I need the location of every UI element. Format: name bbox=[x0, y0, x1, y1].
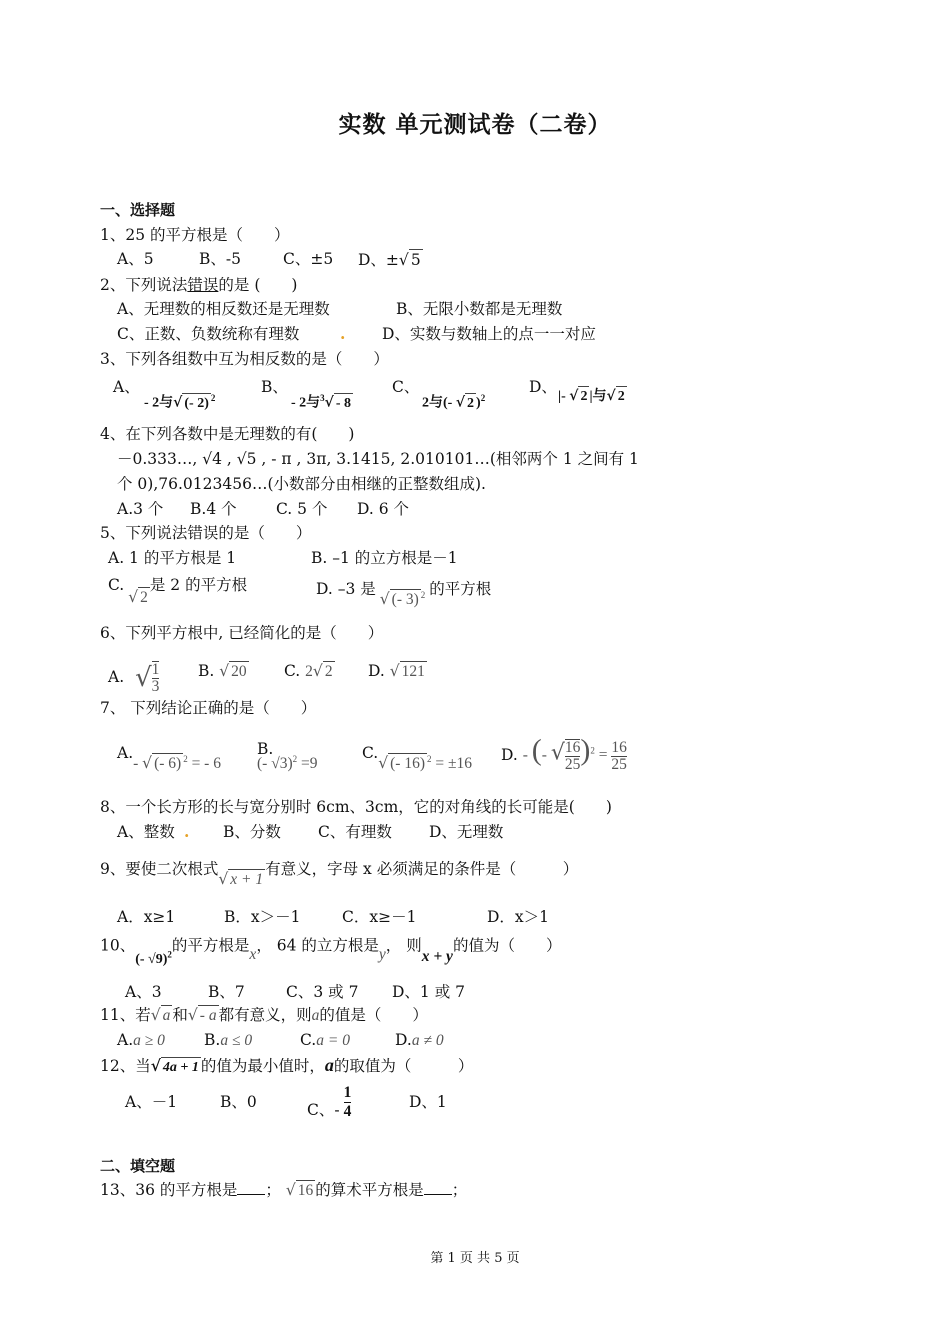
q10-option-c: C、3 或 7 bbox=[286, 983, 359, 1001]
q2-option-c: C、正数、负数统称有理数 bbox=[117, 325, 300, 343]
q9-option-d: D．x＞1 bbox=[487, 908, 550, 926]
q12-option-a: A、－1 bbox=[125, 1093, 178, 1111]
q3-stem: 3、下列各组数中互为相反数的是（ ） bbox=[100, 350, 389, 368]
page-title: 实数 单元测试卷（二卷） bbox=[338, 112, 612, 138]
q5-option-d: D. –3 是√ (- 3) $^2$ 的平方根 bbox=[316, 580, 492, 609]
q11-option-c: C.a = 0 bbox=[300, 1031, 350, 1049]
q13-blank-2[interactable] bbox=[424, 1180, 452, 1195]
q6-option-d: D. √ 121 bbox=[368, 662, 425, 680]
q7-stem: 7、 下列结论正确的是（ ） bbox=[100, 699, 317, 717]
q6-stem: 6、下列平方根中, 已经简化的是（ ） bbox=[100, 624, 384, 642]
q1-option-a: A、5 bbox=[117, 250, 154, 268]
q12-option-d: D、1 bbox=[409, 1093, 447, 1111]
q4-option-a: A.3 个 bbox=[117, 500, 164, 518]
q8-stem: 8、一个长方形的长与宽分别时 6cm、3cm，它的对角线的长可能是( ) bbox=[100, 798, 612, 816]
q6-option-a: A. √ $\frac{1}{3}$ bbox=[108, 661, 160, 695]
q4-line2: 个 0),76.0123456…(小数部分由相继的正整数组成). bbox=[117, 475, 486, 493]
q8-option-a: A、整数 bbox=[117, 823, 175, 841]
decorative-dot: . bbox=[184, 822, 190, 841]
q1-option-c: C、±5 bbox=[283, 250, 334, 268]
q3-option-d-expr: |- √ 2 |与√ 2 bbox=[558, 386, 627, 407]
q2-option-b: B、无限小数都是无理数 bbox=[396, 300, 563, 318]
decorative-dot: . bbox=[340, 324, 346, 343]
q4-option-d: D. 6 个 bbox=[357, 500, 410, 518]
q3-option-c-expr: 2与(- √ 2 )$^2$ bbox=[422, 388, 485, 414]
q8-option-d: D、无理数 bbox=[429, 823, 504, 841]
q1-option-b: B、-5 bbox=[199, 250, 241, 268]
q10-option-b: B、7 bbox=[208, 983, 245, 1001]
q4-option-b: B.4 个 bbox=[190, 500, 237, 518]
q3-option-b-expr: - 2与$^3$√ - 8 bbox=[291, 388, 353, 414]
q10-option-a: A、3 bbox=[125, 983, 162, 1001]
q13-blank-1[interactable] bbox=[237, 1180, 265, 1195]
q5-stem: 5、下列说法错误的是（ ） bbox=[100, 524, 312, 542]
q11-option-b: B.a ≤ 0 bbox=[204, 1031, 253, 1049]
q9-option-c: C．x≥－1 bbox=[342, 908, 417, 926]
q7-option-c: C.√ (- 16) $^2$ = ±16 bbox=[362, 744, 472, 773]
q8-option-c: C、有理数 bbox=[318, 823, 392, 841]
page-footer: 第 1 页 共 5 页 bbox=[430, 1251, 520, 1266]
q7-option-d: D. - (- √ $\frac{16}{25}$ )$^2$ = $\frac{16}{25}$ bbox=[501, 733, 627, 773]
q11-option-a: A.a ≥ 0 bbox=[117, 1031, 165, 1049]
q12-option-c: C、- $\frac{1}{4}$ bbox=[307, 1084, 352, 1120]
q5-option-a: A. 1 的平方根是 1 bbox=[108, 549, 237, 567]
q9-stem: 9、要使二次根式√ x + 1有意义，字母 x 必须满足的条件是（ ） bbox=[100, 860, 579, 888]
q3-option-c-label: C、 bbox=[392, 378, 420, 396]
q3-option-a-expr: - 2与√ (- 2) $^2$ bbox=[144, 388, 215, 414]
q6-option-c: C. 2√ 2 bbox=[284, 662, 333, 680]
q1-stem: 1、25 的平方根是（ ） bbox=[100, 226, 290, 244]
q5-option-b: B. –1 的立方根是－1 bbox=[311, 549, 458, 567]
q5-option-c: C.√ 2是 2 的平方根 bbox=[108, 576, 248, 606]
q11-option-d: D.a ≠ 0 bbox=[395, 1031, 444, 1049]
q3-option-d-label: D、 bbox=[529, 378, 557, 396]
section-choice-heading: 一、选择题 bbox=[100, 201, 176, 219]
section-fill-heading: 二、填空题 bbox=[100, 1157, 176, 1175]
q2-option-a: A、无理数的相反数还是无理数 bbox=[117, 300, 330, 318]
q9-option-b: B．x＞－1 bbox=[224, 908, 301, 926]
q2-stem: 2、下列说法错误的是 ( ) bbox=[100, 276, 298, 294]
q8-option-b: B、分数 bbox=[223, 823, 281, 841]
q4-option-c: C. 5 个 bbox=[276, 500, 328, 518]
q12-option-b: B、0 bbox=[220, 1093, 257, 1111]
q4-stem: 4、在下列各数中是无理数的有( ) bbox=[100, 425, 355, 443]
q1-option-d: D、±√ 5 bbox=[358, 251, 421, 269]
q13-stem: 13、36 的平方根是 ； √ 16 的算术平方根是 ； bbox=[100, 1181, 468, 1199]
q10-stem: 10、(- √9)$^2$的平方根是x， 64 的立方根是y， 则x + y的值为（ ） bbox=[100, 936, 562, 967]
q2-option-d: D、实数与数轴上的点一一对应 bbox=[382, 325, 596, 343]
q3-option-a-label: A、 bbox=[113, 378, 140, 396]
q10-option-d: D、1 或 7 bbox=[392, 983, 466, 1001]
q12-stem: 12、当√ 4a + 1 的值为最小值时，a的取值为（ ） bbox=[100, 1055, 473, 1078]
q4-line1: －0.333…, √4 , √5 , - π , 3π, 3.1415, 2.010101…(相邻两个 1 之间有 1 bbox=[117, 450, 639, 468]
q3-option-b-label: B、 bbox=[261, 378, 288, 396]
q11-stem: 11、若√ a 和√ - a 都有意义，则a的值是（ ） bbox=[100, 1006, 428, 1024]
q6-option-b: B. √ 20 bbox=[198, 662, 247, 680]
q9-option-a: A．x≥1 bbox=[117, 908, 176, 926]
q7-option-b: B. (- √3)$^2$ =9 bbox=[257, 740, 318, 773]
q7-option-a: A.- √ (- 6) $^2$ = - 6 bbox=[117, 744, 221, 773]
